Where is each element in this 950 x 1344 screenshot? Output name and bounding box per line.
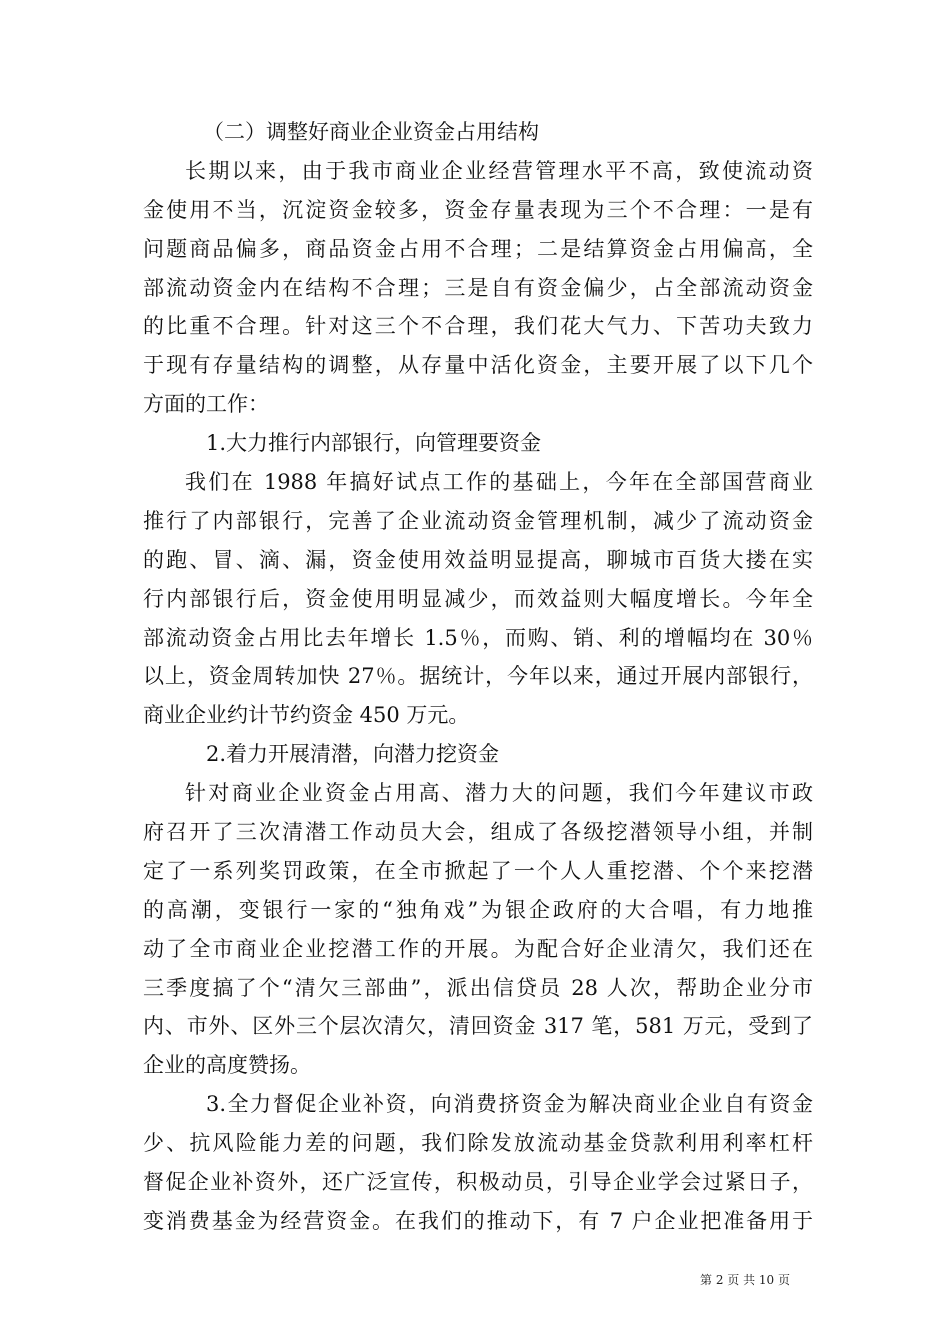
paragraph-line: 内、市外、区外三个层次清欠，清回资金 317 笔，581 万元，受到了 bbox=[143, 1014, 813, 1039]
page-number: 第 2 页 共 10 页 bbox=[700, 1273, 790, 1287]
paragraph-line: 动了全市商业企业挖潜工作的开展。为配合好企业清欠，我们还在 bbox=[143, 936, 813, 961]
paragraph-line: 我们在 1988 年搞好试点工作的基础上，今年在全部国营商业 bbox=[185, 470, 813, 495]
document-body bbox=[143, 113, 813, 1241]
paragraph-line: 督促企业补资外，还广泛宣传，积极动员，引导企业学会过紧日子， bbox=[143, 1170, 813, 1195]
paragraph-line: 推行了内部银行，完善了企业流动资金管理机制，减少了流动资金 bbox=[143, 508, 813, 533]
paragraph-line: 方面的工作： bbox=[143, 392, 269, 417]
paragraph-line: 以上，资金周转加快 27％。据统计，今年以来，通过开展内部银行， bbox=[143, 664, 813, 689]
paragraph-line: 部流动资金占用比去年增长 1.5％，而购、销、利的增幅均在 30％ bbox=[143, 625, 813, 650]
paragraph-line: 三季度搞了个“清欠三部曲”，派出信贷员 28 人次，帮助企业分市 bbox=[143, 975, 813, 1000]
section-heading: （二）调整好商业企业资金占用结构 bbox=[203, 120, 539, 144]
paragraph-line: 问题商品偏多，商品资金占用不合理；二是结算资金占用偏高，全 bbox=[143, 236, 813, 261]
paragraph-line: 企业的高度赞扬。 bbox=[143, 1053, 311, 1078]
paragraph-line: 的比重不合理。针对这三个不合理，我们花大气力、下苦功夫致力 bbox=[143, 314, 813, 339]
paragraph-line: 商业企业约计节约资金 450 万元。 bbox=[143, 703, 470, 728]
paragraph-line: 行内部银行后，资金使用明显减少，而效益则大幅度增长。今年全 bbox=[143, 586, 813, 611]
paragraph-line: 府召开了三次清潜工作动员大会，组成了各级挖潜领导小组，并制 bbox=[143, 820, 813, 845]
paragraph-line: 长期以来，由于我市商业企业经营管理水平不高，致使流动资 bbox=[185, 158, 813, 183]
paragraph-line: 部流动资金内在结构不合理；三是自有资金偏少，占全部流动资金 bbox=[143, 275, 813, 300]
paragraph-line: 针对商业企业资金占用高、潜力大的问题，我们今年建议市政 bbox=[185, 781, 813, 806]
paragraph-line: 于现有存量结构的调整，从存量中活化资金，主要开展了以下几个 bbox=[143, 353, 813, 378]
paragraph-line: 定了一系列奖罚政策，在全市掀起了一个人人重挖潜、个个来挖潜 bbox=[143, 858, 813, 883]
subheading-3: 3.全力督促企业补资，向消费挤资金为解决商业企业自有资金 bbox=[206, 1092, 813, 1117]
subheading-1: 1.大力推行内部银行，向管理要资金 bbox=[206, 431, 542, 456]
paragraph-line: 变消费基金为经营资金。在我们的推动下，有 7 户企业把准备用于 bbox=[143, 1208, 813, 1233]
subheading-2: 2.着力开展清潜，向潜力挖资金 bbox=[206, 742, 500, 767]
paragraph-line: 少、抗风险能力差的问题，我们除发放流动基金贷款利用利率杠杆 bbox=[143, 1131, 813, 1156]
paragraph-line: 的高潮，变银行一家的“独角戏”为银企政府的大合唱，有力地推 bbox=[143, 897, 813, 922]
paragraph-line: 的跑、冒、滴、漏，资金使用效益明显提高，聊城市百货大搂在实 bbox=[143, 547, 813, 572]
paragraph-line: 金使用不当，沉淀资金较多，资金存量表现为三个不合理：一是有 bbox=[143, 197, 813, 222]
